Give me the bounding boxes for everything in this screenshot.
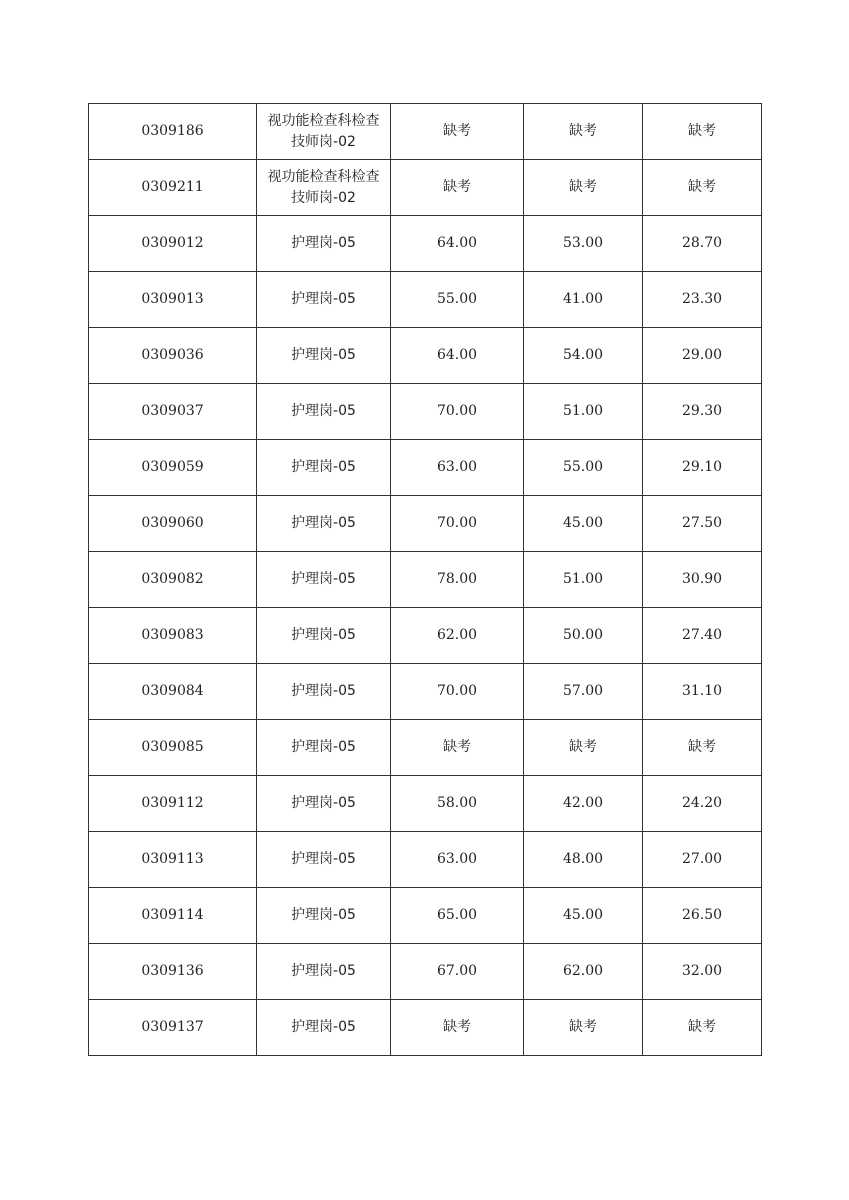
table-row (89, 328, 762, 384)
cell-score-written: 78.00 (391, 552, 524, 608)
cell-score-total: 缺考 (643, 104, 762, 160)
cell-score-second: 51.00 (524, 384, 643, 440)
table-row (89, 496, 762, 552)
cell-score-second: 45.00 (524, 888, 643, 944)
score-table (88, 103, 762, 1056)
cell-exam-id: 0309060 (89, 496, 257, 552)
cell-score-total: 29.00 (643, 328, 762, 384)
cell-score-written: 62.00 (391, 608, 524, 664)
cell-post: 护理岗-05 (257, 216, 391, 272)
score-table-body (89, 104, 762, 1056)
cell-exam-id: 0309112 (89, 776, 257, 832)
cell-post: 护理岗-05 (257, 888, 391, 944)
cell-post: 护理岗-05 (257, 552, 391, 608)
table-row (89, 664, 762, 720)
cell-score-second: 55.00 (524, 440, 643, 496)
cell-post: 护理岗-05 (257, 496, 391, 552)
cell-score-total: 29.10 (643, 440, 762, 496)
cell-score-written: 70.00 (391, 664, 524, 720)
cell-post: 护理岗-05 (257, 944, 391, 1000)
cell-exam-id: 0309012 (89, 216, 257, 272)
cell-post: 护理岗-05 (257, 664, 391, 720)
cell-score-second: 48.00 (524, 832, 643, 888)
cell-score-second: 53.00 (524, 216, 643, 272)
cell-score-total: 27.00 (643, 832, 762, 888)
cell-score-second: 50.00 (524, 608, 643, 664)
cell-score-second: 45.00 (524, 496, 643, 552)
cell-exam-id: 0309059 (89, 440, 257, 496)
cell-exam-id: 0309085 (89, 720, 257, 776)
cell-score-total: 23.30 (643, 272, 762, 328)
cell-exam-id: 0309136 (89, 944, 257, 1000)
cell-exam-id: 0309084 (89, 664, 257, 720)
cell-score-written: 70.00 (391, 496, 524, 552)
cell-score-total: 24.20 (643, 776, 762, 832)
cell-score-total: 26.50 (643, 888, 762, 944)
cell-post: 护理岗-05 (257, 720, 391, 776)
cell-score-second: 41.00 (524, 272, 643, 328)
table-row (89, 720, 762, 776)
table-row (89, 272, 762, 328)
table-row (89, 104, 762, 160)
cell-score-written: 63.00 (391, 832, 524, 888)
cell-score-written: 缺考 (391, 720, 524, 776)
cell-score-second: 51.00 (524, 552, 643, 608)
cell-score-total: 32.00 (643, 944, 762, 1000)
cell-score-total: 缺考 (643, 1000, 762, 1056)
cell-score-total: 31.10 (643, 664, 762, 720)
cell-exam-id: 0309211 (89, 160, 257, 216)
table-row (89, 888, 762, 944)
cell-score-written: 70.00 (391, 384, 524, 440)
cell-score-second: 缺考 (524, 720, 643, 776)
cell-score-written: 64.00 (391, 216, 524, 272)
cell-exam-id: 0309037 (89, 384, 257, 440)
table-row (89, 832, 762, 888)
table-row (89, 944, 762, 1000)
cell-post: 视功能检查科检查技师岗-02 (257, 160, 391, 216)
cell-post: 护理岗-05 (257, 328, 391, 384)
cell-post: 护理岗-05 (257, 776, 391, 832)
cell-post: 护理岗-05 (257, 272, 391, 328)
cell-score-written: 65.00 (391, 888, 524, 944)
cell-score-second: 54.00 (524, 328, 643, 384)
cell-score-total: 27.50 (643, 496, 762, 552)
cell-score-total: 28.70 (643, 216, 762, 272)
cell-score-second: 42.00 (524, 776, 643, 832)
cell-score-written: 64.00 (391, 328, 524, 384)
cell-score-second: 57.00 (524, 664, 643, 720)
cell-exam-id: 0309013 (89, 272, 257, 328)
table-row (89, 216, 762, 272)
table-row (89, 160, 762, 216)
cell-score-total: 30.90 (643, 552, 762, 608)
cell-post: 护理岗-05 (257, 608, 391, 664)
cell-exam-id: 0309114 (89, 888, 257, 944)
cell-exam-id: 0309113 (89, 832, 257, 888)
cell-score-total: 缺考 (643, 160, 762, 216)
table-row (89, 384, 762, 440)
cell-post: 护理岗-05 (257, 384, 391, 440)
cell-score-second: 62.00 (524, 944, 643, 1000)
table-row (89, 552, 762, 608)
cell-exam-id: 0309137 (89, 1000, 257, 1056)
cell-score-written: 63.00 (391, 440, 524, 496)
table-row (89, 608, 762, 664)
table-row (89, 1000, 762, 1056)
cell-score-written: 67.00 (391, 944, 524, 1000)
cell-score-written: 缺考 (391, 160, 524, 216)
cell-post: 护理岗-05 (257, 440, 391, 496)
cell-score-second: 缺考 (524, 160, 643, 216)
cell-score-written: 缺考 (391, 104, 524, 160)
table-row (89, 440, 762, 496)
cell-score-second: 缺考 (524, 104, 643, 160)
cell-post: 护理岗-05 (257, 832, 391, 888)
cell-score-second: 缺考 (524, 1000, 643, 1056)
cell-score-written: 缺考 (391, 1000, 524, 1056)
cell-score-written: 55.00 (391, 272, 524, 328)
cell-post: 护理岗-05 (257, 1000, 391, 1056)
cell-post: 视功能检查科检查技师岗-02 (257, 104, 391, 160)
table-row (89, 776, 762, 832)
cell-score-total: 缺考 (643, 720, 762, 776)
cell-exam-id: 0309186 (89, 104, 257, 160)
cell-score-total: 29.30 (643, 384, 762, 440)
cell-score-written: 58.00 (391, 776, 524, 832)
cell-exam-id: 0309083 (89, 608, 257, 664)
cell-score-total: 27.40 (643, 608, 762, 664)
cell-exam-id: 0309082 (89, 552, 257, 608)
cell-exam-id: 0309036 (89, 328, 257, 384)
